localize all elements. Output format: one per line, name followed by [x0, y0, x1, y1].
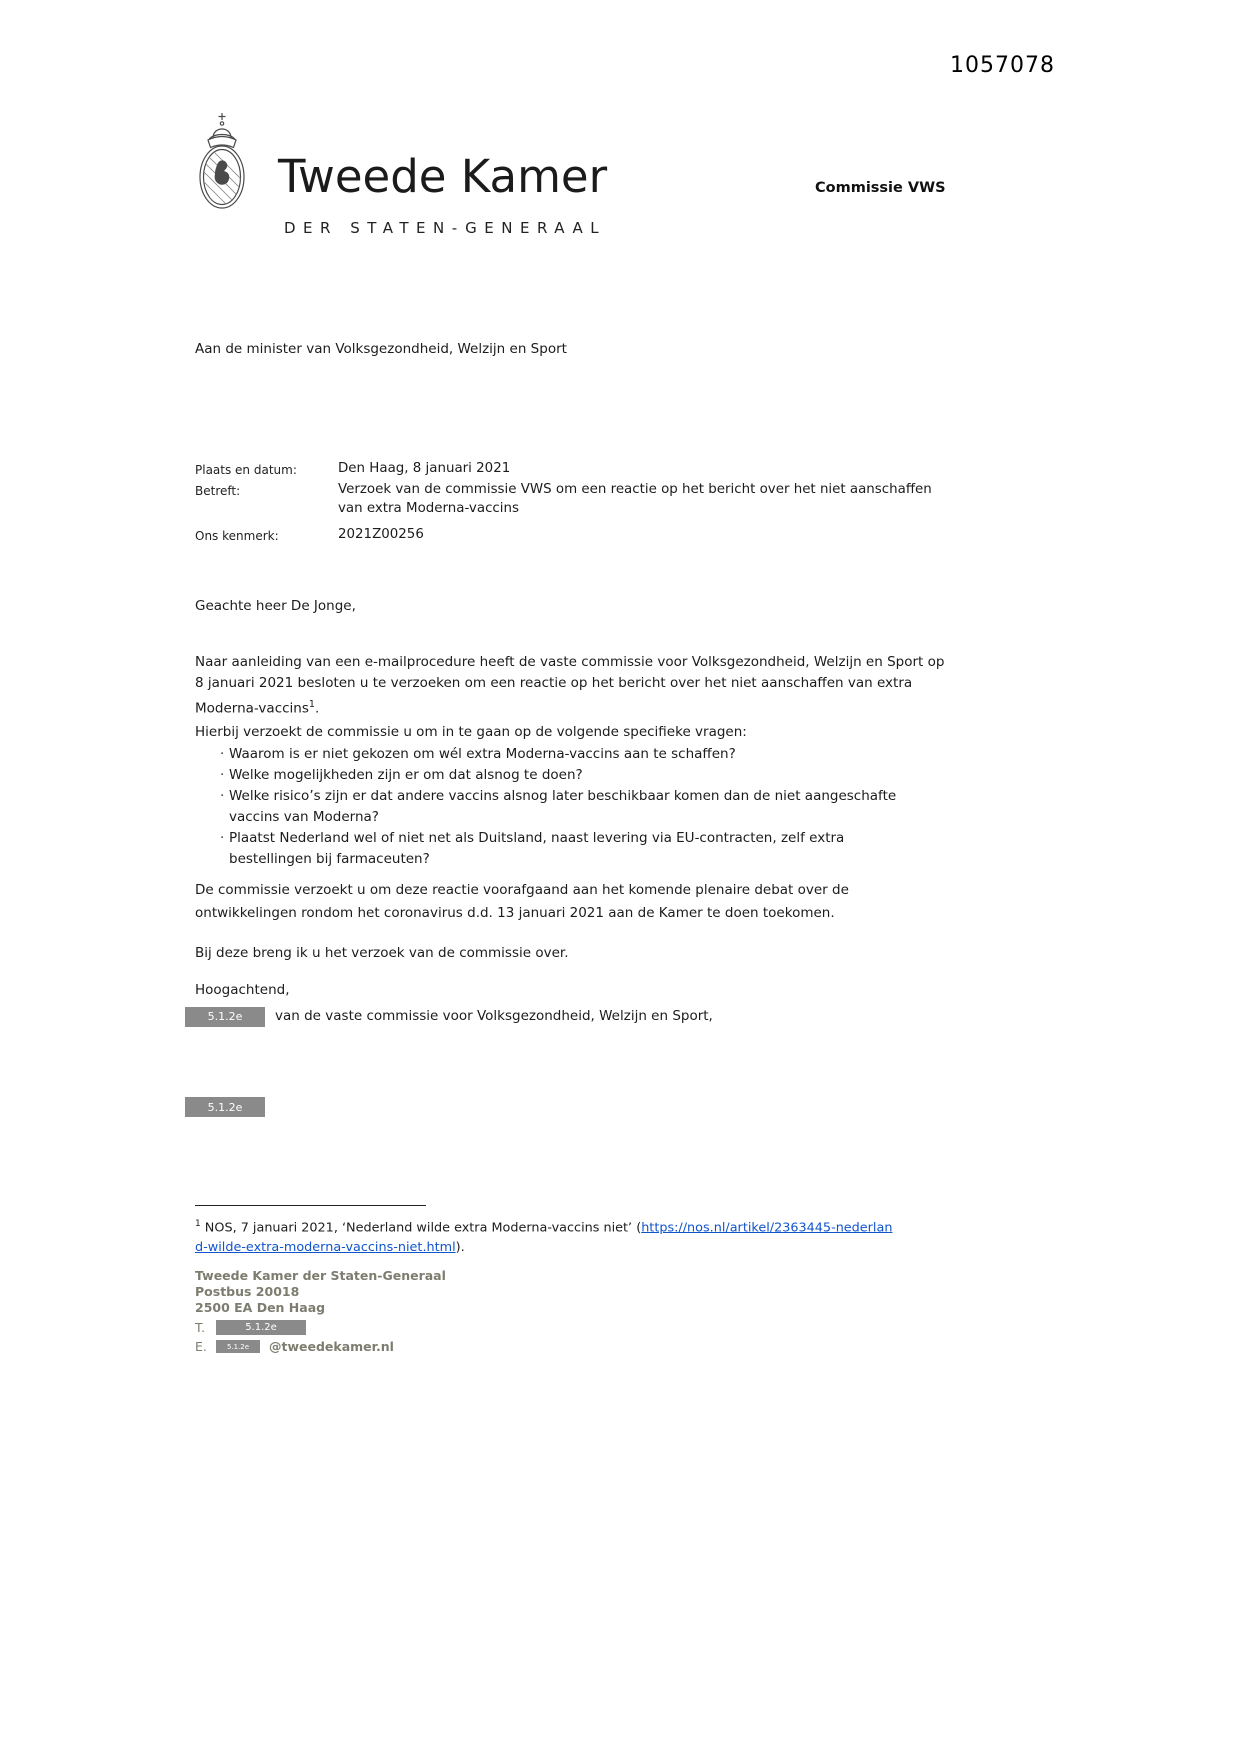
footer-phone-row: [195, 1320, 394, 1335]
footer-email-row: [195, 1339, 394, 1354]
bullet-icon: ·: [220, 746, 225, 762]
list-item: [195, 765, 925, 786]
footnote-number: 1: [195, 1219, 201, 1229]
list-item: [195, 828, 925, 870]
meta-label-subject: Betreft:: [195, 484, 241, 498]
footnote-text-end: ).: [455, 1240, 465, 1256]
logo-subtitle: DER STATEN-GENERAAL: [284, 219, 607, 237]
bullet-icon: ·: [220, 767, 225, 783]
bullet-icon: ·: [220, 830, 225, 846]
footnote: [195, 1214, 895, 1258]
meta-value-subject: Verzoek van de commissie VWS om een reactie op het bericht over het niet aanschaffen van extra Moderna-vaccins: [338, 482, 932, 516]
email-domain-text: @tweedekamer.nl: [269, 1339, 394, 1354]
closing-salutation: Hoogachtend,: [195, 982, 290, 998]
letter-meta-block: [195, 459, 957, 546]
recipient-line: Aan de minister van Volksgezondheid, Welzijn en Sport: [195, 341, 567, 357]
footer-org-name: Tweede Kamer der Staten-Generaal: [195, 1268, 446, 1283]
list-item: [195, 786, 925, 828]
question-3: Welke risico’s zijn er dat andere vaccins alsnog later beschikbaar komen dan de niet aangeschafte vaccins van Moderna?: [229, 788, 897, 825]
tweede-kamer-crest-icon: [193, 111, 251, 219]
logo-wordmark: Tweede Kamer: [278, 150, 608, 203]
document-number: 1057078: [950, 53, 1055, 78]
paragraph-intro: [195, 652, 947, 720]
paragraph-deadline: De commissie verzoekt u om deze reactie voorafgaand aan het komende plenaire debat over de ontwikkelingen rondom het coronavirus d.d. 13 januari 2021 aan de Kamer te doen toekomen.: [195, 882, 849, 921]
signer-role-text: van de vaste commissie voor Volksgezondheid, Welzijn en Sport,: [275, 1008, 713, 1024]
phone-label: T.: [195, 1320, 206, 1335]
committee-label: Commissie VWS: [815, 180, 946, 196]
footer-city: 2500 EA Den Haag: [195, 1300, 326, 1315]
question-1: Waarom is er niet gekozen om wél extra Moderna-vaccins aan te schaffen?: [229, 746, 736, 762]
footnote-ref-marker: 1: [308, 699, 315, 710]
paragraph-handover: Bij deze breng ik u het verzoek van de commissie over.: [195, 945, 569, 961]
meta-label-place-date: Plaats en datum:: [195, 463, 297, 477]
email-label: E.: [195, 1339, 207, 1354]
paragraph-intro-text: Naar aanleiding van een e-mailprocedure heeft de vaste commissie voor Volksgezondheid, Welzijn en Sport op 8 januari 2021 besloten u te verzoeken om een reactie op het bericht over het niet aanschaffen van extra Moderna-vaccins: [195, 654, 945, 717]
redaction-box-signer-name: 5.1.2e: [185, 1007, 265, 1027]
footnote-text: NOS, 7 januari 2021, ‘Nederland wilde extra Moderna-vaccins niet’ (: [200, 1220, 642, 1236]
footnote-divider: [195, 1205, 426, 1206]
footer-contact-block: [195, 1320, 394, 1358]
meta-label-reference: Ons kenmerk:: [195, 529, 279, 543]
paragraph-intro-period: .: [314, 700, 320, 717]
question-list: [195, 744, 925, 870]
bullet-icon: ·: [220, 788, 225, 804]
salutation: Geachte heer De Jonge,: [195, 598, 356, 614]
question-4: Plaatst Nederland wel of niet net als Duitsland, naast levering via EU-contracten, zelf extra bestellingen bij farmaceuten?: [229, 830, 845, 867]
meta-spacer: [195, 518, 957, 525]
redaction-box-phone: 5.1.2e: [216, 1320, 306, 1335]
list-item: [195, 744, 925, 765]
question-2: Welke mogelijkheden zijn er om dat alsnog te doen?: [229, 767, 583, 783]
redaction-box-signature: 5.1.2e: [185, 1097, 265, 1117]
footer-postbus: Postbus 20018: [195, 1284, 300, 1299]
signer-line: [185, 1006, 713, 1027]
meta-value-reference: 2021Z00256: [338, 527, 424, 542]
meta-value-place-date: Den Haag, 8 januari 2021: [338, 461, 511, 476]
paragraph-questions-lead: Hierbij verzoekt de commissie u om in te gaan op de volgende specifieke vragen:: [195, 724, 747, 740]
footnote-link[interactable]: https://nos.nl/artikel/2363445-nederland-wilde-extra-moderna-vaccins-niet.html: [195, 1220, 893, 1256]
footer-address-block: [195, 1268, 446, 1316]
redaction-box-email: 5.1.2e: [216, 1340, 260, 1353]
